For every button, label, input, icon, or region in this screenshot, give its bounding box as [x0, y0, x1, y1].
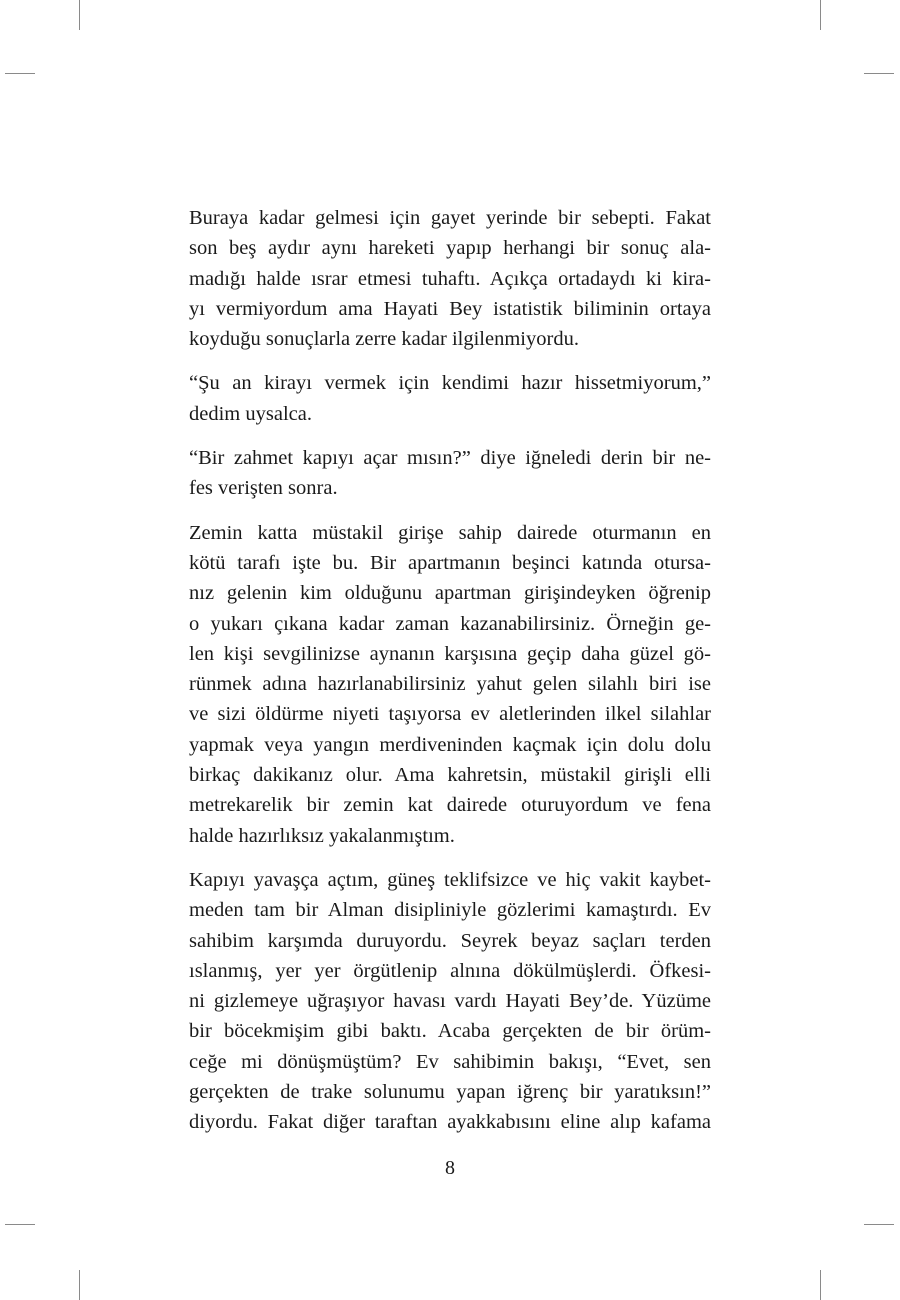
text-line: dedim uysalca. [189, 402, 312, 425]
text-line: len kişi sevgilinizse aynanın karşısına geçip daha güzel gö- [189, 642, 711, 665]
text-line: fes verişten sonra. [189, 477, 338, 500]
text-line: birkaç dakikanız olur. Ama kahretsin, müstakil girişli elli [189, 764, 711, 787]
text-line: metrekarelik bir zemin kat dairede oturuyordum ve fena [189, 794, 711, 817]
crop-mark-bottom-right [820, 1270, 821, 1300]
text-line: madığı halde ısrar etmesi tuhaftı. Açıkça ortadaydı ki kira- [189, 267, 711, 290]
crop-mark-top-right [820, 0, 821, 30]
page-number: 8 [445, 1157, 455, 1179]
crop-mark-top-left [79, 0, 80, 30]
text-line: yapmak veya yangın merdiveninden kaçmak için dolu dolu [189, 733, 711, 756]
crop-mark-left-bottom [5, 1224, 35, 1225]
text-line: kötü tarafı işte bu. Bir apartmanın beşinci katında otursa- [189, 551, 711, 574]
text-line: koyduğu sonuçlarla zerre kadar ilgilenmiyordu. [189, 328, 579, 351]
body-text [189, 203, 711, 1152]
text-line: gerçekten de trake solunumu yapan iğrenç bir yaratıksın!” [189, 1081, 711, 1104]
paragraph-5 [189, 865, 711, 1138]
text-line: ıslanmış, yer yer örgütlenip alnına dökülmüşlerdi. Öfkesi- [189, 959, 711, 982]
paragraph-4 [189, 518, 711, 851]
text-line: sahibim karşımda duruyordu. Seyrek beyaz saçları terden [189, 929, 711, 952]
paragraph-3 [189, 443, 711, 504]
paragraph-2 [189, 368, 711, 429]
text-line: Buraya kadar gelmesi için gayet yerinde bir sebepti. Fakat [189, 207, 711, 229]
text-line: Zemin katta müstakil girişe sahip dairede oturmanın en [189, 521, 711, 544]
text-line: ceğe mi dönüşmüştüm? Ev sahibimin bakışı, “Evet, sen [189, 1050, 711, 1073]
crop-mark-bottom-left [79, 1270, 80, 1300]
text-line: halde hazırlıksız yakalanmıştım. [189, 824, 455, 847]
text-line: meden tam bir Alman disipliniyle gözlerimi kamaştırdı. Ev [189, 899, 711, 922]
text-line: bir böcekmişim gibi baktı. Acaba gerçekten de bir örüm- [189, 1020, 711, 1043]
crop-mark-left-top [5, 73, 35, 74]
crop-mark-right-bottom [864, 1224, 894, 1225]
text-line: ve sizi öldürme niyeti taşıyorsa ev aletlerinden ilkel silahlar [189, 703, 711, 726]
text-line: nız gelenin kim olduğunu apartman girişindeyken öğrenip [189, 582, 711, 605]
text-line: “Şu an kirayı vermek için kendimi hazır hissetmiyorum,” [189, 372, 711, 395]
text-line: “Bir zahmet kapıyı açar mısın?” diye iğneledi derin bir ne- [189, 447, 711, 470]
crop-mark-right-top [864, 73, 894, 74]
paragraph-1 [189, 203, 711, 354]
text-line: son beş aydır aynı hareketi yapıp herhangi bir sonuç ala- [189, 237, 711, 260]
text-line: yı vermiyordum ama Hayati Bey istatistik biliminin ortaya [189, 297, 711, 320]
text-line: Kapıyı yavaşça açtım, güneş teklifsizce ve hiç vakit kaybet- [189, 868, 711, 891]
text-line: o yukarı çıkana kadar zaman kazanabilirsiniz. Örneğin ge- [189, 612, 711, 635]
text-line: ni gizlemeye uğraşıyor havası vardı Hayati Bey’de. Yüzüme [189, 990, 711, 1013]
text-line: diyordu. Fakat diğer taraftan ayakkabısını eline alıp kafama [189, 1111, 711, 1134]
text-line: rünmek adına hazırlanabilirsiniz yahut gelen silahlı biri ise [189, 673, 711, 696]
